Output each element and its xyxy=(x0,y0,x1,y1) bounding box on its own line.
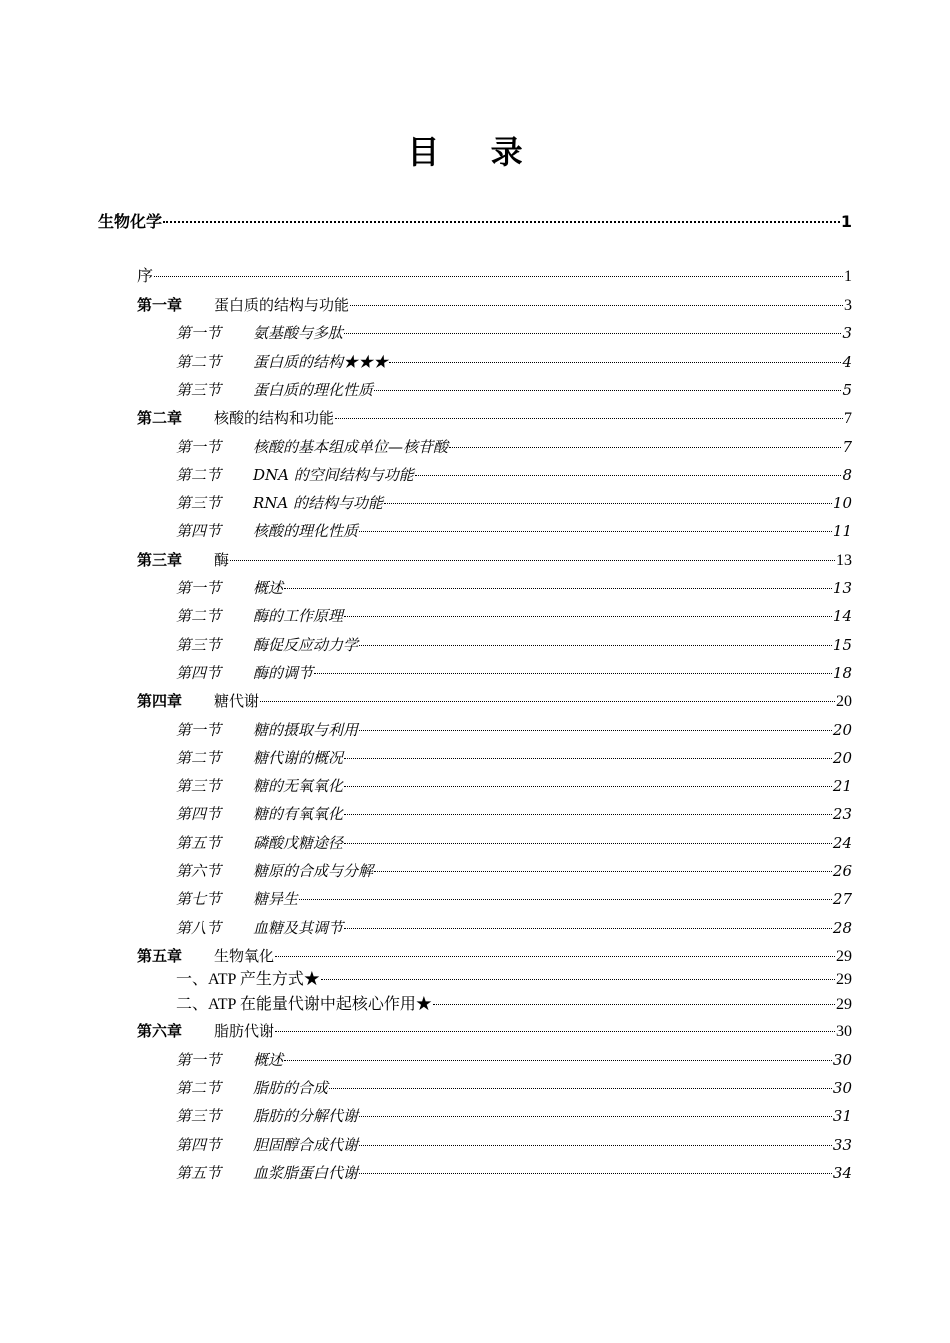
toc-entry-label xyxy=(176,888,298,910)
entry-title: 酶促反应动力学 xyxy=(253,635,359,654)
section-number: 第一节 xyxy=(176,579,222,597)
dot-leader xyxy=(359,1116,832,1117)
dot-leader xyxy=(284,588,832,589)
section-number: 第二节 xyxy=(176,748,222,767)
toc-entry-section[interactable] xyxy=(176,351,852,373)
toc-entry-label xyxy=(137,1020,274,1043)
toc-entry-label xyxy=(137,549,229,572)
toc-entry-label xyxy=(176,969,320,991)
toc-entry-label xyxy=(176,1162,358,1184)
toc-entry-section[interactable] xyxy=(176,322,852,344)
entry-title: 氨基酸与多肽 xyxy=(253,324,344,343)
toc-entry-label xyxy=(176,803,343,825)
page-number: 3 xyxy=(844,297,852,314)
toc-entry-section[interactable] xyxy=(176,1162,852,1184)
page-number: 3 xyxy=(842,324,852,343)
dot-leader xyxy=(415,475,842,476)
page-number: 24 xyxy=(832,833,852,852)
entry-title: 糖的有氧氧化 xyxy=(253,805,344,824)
dot-leader xyxy=(329,1088,832,1089)
chapter-number: 第二章 xyxy=(137,409,183,428)
entry-title: DNA 的空间结构与功能 xyxy=(253,465,414,484)
entry-title: 一、ATP 产生方式★ xyxy=(176,971,320,989)
entry-title: 糖代谢 xyxy=(214,692,260,711)
entry-title: 脂肪的分解代谢 xyxy=(253,1107,359,1126)
page-number: 30 xyxy=(832,1050,852,1069)
section-number: 第三节 xyxy=(176,1107,222,1126)
page-number: 34 xyxy=(832,1163,852,1182)
page-number: 7 xyxy=(844,410,852,428)
page-number: 23 xyxy=(832,805,852,824)
entry-title: 磷酸戊糖途径 xyxy=(253,833,344,852)
dot-leader xyxy=(344,758,832,759)
toc-entry-label xyxy=(176,719,358,741)
entry-title: 蛋白质的结构★★★ xyxy=(253,352,389,371)
entry-title: 糖代谢的概况 xyxy=(253,748,344,767)
section-number: 第四节 xyxy=(176,1135,222,1154)
toc-entry-label xyxy=(176,775,343,797)
toc-entry-chapter[interactable] xyxy=(137,407,852,429)
chapter-number: 第三章 xyxy=(137,550,183,569)
page-number: 30 xyxy=(832,1079,852,1097)
toc-entry-section[interactable] xyxy=(176,379,852,401)
toc-entry-label xyxy=(137,945,274,968)
page-number: 4 xyxy=(842,352,852,371)
toc-entry-section[interactable] xyxy=(176,464,852,486)
dot-leader xyxy=(359,645,832,646)
toc-entry-label xyxy=(176,1077,328,1099)
toc-entry-section[interactable] xyxy=(176,1049,852,1071)
toc-entry-label xyxy=(176,351,388,373)
toc-entry-section[interactable] xyxy=(176,520,852,542)
dot-leader xyxy=(335,418,843,419)
page-number: 13 xyxy=(832,579,852,597)
dot-leader xyxy=(344,843,832,844)
toc-entry-label xyxy=(176,492,383,514)
section-number: 第三节 xyxy=(176,635,222,654)
entry-title: 脂肪代谢 xyxy=(214,1022,275,1041)
toc-entry-label xyxy=(176,520,358,542)
page-number: 8 xyxy=(842,465,852,484)
dot-leader xyxy=(299,899,832,900)
toc-entry-section[interactable] xyxy=(176,719,852,741)
toc-entry-chapter[interactable] xyxy=(137,294,852,316)
toc-entry-section[interactable] xyxy=(176,803,852,825)
toc-entry-label xyxy=(137,294,349,317)
entry-title: 糖异生 xyxy=(253,890,299,909)
toc-entry-label xyxy=(176,860,373,882)
dot-leader xyxy=(260,701,835,702)
toc-entry-section[interactable] xyxy=(176,492,852,514)
dot-leader xyxy=(359,1145,832,1146)
dot-leader xyxy=(154,276,843,277)
toc-entry-label xyxy=(137,266,153,288)
entry-title: 脂肪的合成 xyxy=(253,1079,329,1097)
toc-entry-label xyxy=(176,605,343,627)
dot-leader xyxy=(384,503,832,504)
entry-title: 蛋白质的理化性质 xyxy=(253,380,374,399)
page-number: 1 xyxy=(844,268,852,285)
toc-entry-label xyxy=(176,747,343,769)
toc-entry-item[interactable] xyxy=(176,994,852,1016)
entry-title: 酶的工作原理 xyxy=(253,607,344,626)
toc-entry-label xyxy=(137,690,259,713)
entry-title: 胆固醇合成代谢 xyxy=(253,1135,359,1154)
chapter-number: 第六章 xyxy=(137,1022,183,1041)
entry-title: 糖的无氧氧化 xyxy=(253,777,344,796)
toc-entry-label xyxy=(176,322,343,344)
page-number: 30 xyxy=(836,1023,852,1041)
toc-entry-label xyxy=(176,464,414,486)
entry-title: 概述 xyxy=(253,579,284,597)
dot-leader xyxy=(389,362,841,363)
dot-leader xyxy=(374,390,841,391)
page-number: 27 xyxy=(832,890,852,909)
toc-entry-section[interactable] xyxy=(176,860,852,882)
page-number: 7 xyxy=(842,437,852,456)
section-number: 第二节 xyxy=(176,352,222,371)
entry-title: 血糖及其调节 xyxy=(253,918,344,937)
toc-entry-section[interactable] xyxy=(176,917,852,939)
dot-leader xyxy=(275,956,835,957)
page-number: 20 xyxy=(832,720,852,739)
entry-title: 生物化学 xyxy=(98,212,163,231)
entry-title: 二、ATP 在能量代谢中起核心作用★ xyxy=(176,995,432,1013)
toc-entry-section[interactable] xyxy=(176,662,852,684)
page-number: 29 xyxy=(836,995,852,1013)
page-number: 20 xyxy=(836,693,852,711)
page-number: 29 xyxy=(836,947,852,965)
dot-leader xyxy=(344,814,832,815)
page-number: 5 xyxy=(842,380,852,399)
chapter-number: 第四章 xyxy=(137,692,183,711)
page-number: 20 xyxy=(832,748,852,767)
dot-leader xyxy=(359,531,832,532)
toc-entry-item[interactable] xyxy=(176,969,852,991)
toc-entry-label xyxy=(176,634,358,656)
toc-entry-chapter[interactable] xyxy=(137,945,852,967)
entry-title: 酶 xyxy=(214,550,230,569)
page-number: 21 xyxy=(832,777,852,796)
page-number: 15 xyxy=(832,635,852,654)
section-number: 第五节 xyxy=(176,1163,222,1182)
toc-entry-section[interactable] xyxy=(176,832,852,854)
page-number: 13 xyxy=(836,551,852,569)
page-number: 10 xyxy=(832,494,852,513)
entry-title: 生物氧化 xyxy=(214,946,275,965)
toc-entry-label xyxy=(176,994,432,1016)
entry-title: 蛋白质的结构与功能 xyxy=(214,296,350,314)
page-number: 29 xyxy=(836,971,852,989)
page-number: 14 xyxy=(832,607,852,626)
dot-leader xyxy=(344,786,832,787)
dot-leader xyxy=(449,447,841,448)
toc-entry-section[interactable] xyxy=(176,634,852,656)
toc-entry-label xyxy=(176,1049,283,1071)
toc-entry-section[interactable] xyxy=(176,436,852,458)
toc-entry-section[interactable] xyxy=(176,605,852,627)
toc-entry-top[interactable] xyxy=(98,211,852,233)
dot-leader xyxy=(359,730,832,731)
section-number: 第三节 xyxy=(176,380,222,399)
toc-entry-section[interactable] xyxy=(176,1105,852,1127)
entry-title: 糖原的合成与分解 xyxy=(253,862,374,880)
dot-leader xyxy=(344,616,832,617)
toc-entry-section[interactable] xyxy=(176,747,852,769)
toc-entry-preface[interactable] xyxy=(137,266,852,288)
entry-title: 血浆脂蛋白代谢 xyxy=(253,1163,359,1182)
dot-leader xyxy=(374,871,832,872)
section-number: 第五节 xyxy=(176,833,222,852)
entry-title: 酶的调节 xyxy=(253,663,314,682)
toc-entry-label xyxy=(176,832,343,854)
page-number: 31 xyxy=(832,1107,852,1126)
toc-entry-section[interactable] xyxy=(176,577,852,599)
section-number: 第一节 xyxy=(176,437,222,456)
entry-title: 核酸的基本组成单位—核苷酸 xyxy=(253,437,449,456)
section-number: 第六节 xyxy=(176,862,222,880)
section-number: 第四节 xyxy=(176,663,222,682)
toc-entry-label xyxy=(176,917,343,939)
section-number: 第三节 xyxy=(176,494,222,513)
dot-leader xyxy=(433,1004,835,1005)
toc-entry-label xyxy=(176,1105,358,1127)
section-number: 第一节 xyxy=(176,720,222,739)
page-number: 33 xyxy=(832,1135,852,1154)
toc-entry-label xyxy=(176,662,313,684)
toc-entry-label xyxy=(176,379,373,401)
dot-leader xyxy=(275,1031,835,1032)
page-number: 28 xyxy=(832,918,852,937)
dot-leader xyxy=(344,928,832,929)
section-number: 第三节 xyxy=(176,777,222,796)
dot-leader xyxy=(359,1173,832,1174)
toc-entry-label xyxy=(176,436,448,458)
toc-entry-label xyxy=(176,577,283,599)
page-number: 1 xyxy=(840,212,852,231)
entry-title: 糖的摄取与利用 xyxy=(253,720,359,739)
toc-entry-chapter[interactable] xyxy=(137,1020,852,1042)
page-number: 18 xyxy=(832,663,852,682)
section-number: 第七节 xyxy=(176,890,222,909)
entry-title: RNA 的结构与功能 xyxy=(253,494,384,513)
toc-entry-label xyxy=(176,1134,358,1156)
entry-title: 序 xyxy=(137,268,154,285)
dot-leader xyxy=(314,673,832,674)
section-number: 第二节 xyxy=(176,607,222,626)
dot-leader xyxy=(230,560,835,561)
section-number: 第四节 xyxy=(176,522,222,541)
toc-entry-section[interactable] xyxy=(176,1077,852,1099)
dot-leader xyxy=(321,979,835,980)
entry-title: 核酸的理化性质 xyxy=(253,522,359,541)
toc-entry-section[interactable] xyxy=(176,1134,852,1156)
toc-entry-label xyxy=(137,407,334,430)
section-number: 第一节 xyxy=(176,1050,222,1069)
section-number: 第二节 xyxy=(176,465,222,484)
toc-entry-chapter[interactable] xyxy=(137,549,852,571)
page-title: 目 录 xyxy=(407,133,543,171)
section-number: 第二节 xyxy=(176,1079,222,1097)
section-number: 第八节 xyxy=(176,918,222,937)
page-number: 11 xyxy=(832,522,852,541)
dot-leader xyxy=(163,221,840,223)
toc-entry-section[interactable] xyxy=(176,775,852,797)
chapter-number: 第一章 xyxy=(137,296,183,314)
chapter-number: 第五章 xyxy=(137,946,183,965)
dot-leader xyxy=(284,1060,832,1061)
toc-entry-label xyxy=(98,211,162,233)
section-number: 第四节 xyxy=(176,805,222,824)
entry-title: 概述 xyxy=(253,1050,284,1069)
entry-title: 核酸的结构和功能 xyxy=(214,409,335,428)
page-number: 26 xyxy=(832,862,852,880)
dot-leader xyxy=(350,305,843,306)
dot-leader xyxy=(344,333,841,334)
section-number: 第一节 xyxy=(176,324,222,343)
toc-entry-section[interactable] xyxy=(176,888,852,910)
toc-entry-chapter[interactable] xyxy=(137,690,852,712)
